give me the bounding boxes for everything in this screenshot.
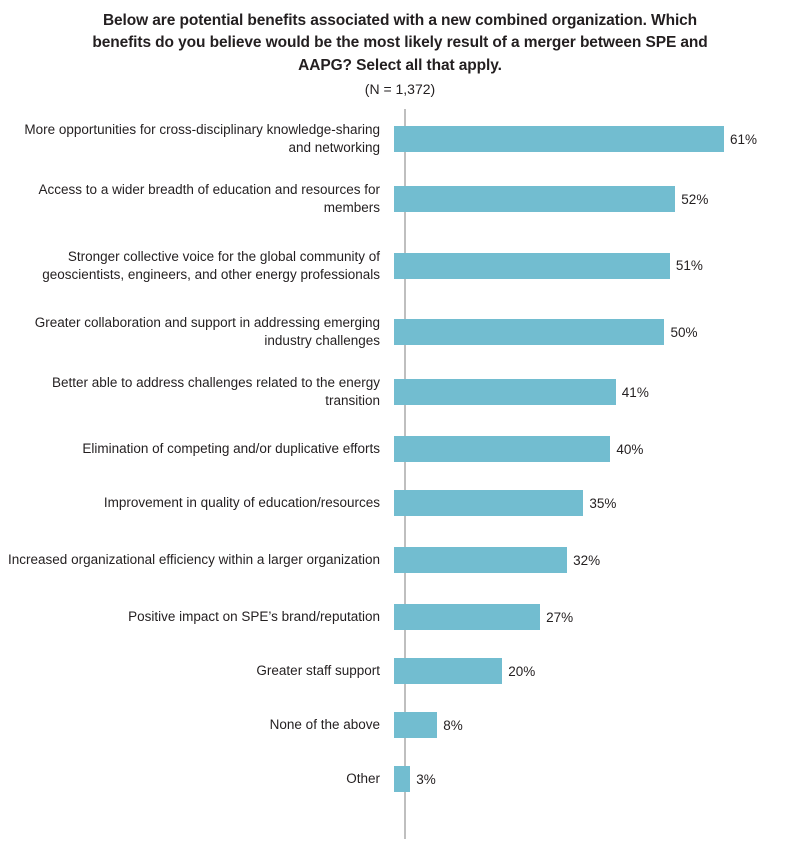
bar-zone (392, 362, 800, 422)
chart-row (0, 422, 800, 476)
bar-value-label: 32% (573, 552, 601, 568)
chart-row (0, 476, 800, 530)
plot-area (0, 109, 800, 845)
chart-header (0, 0, 800, 97)
bar-value-label: 51% (675, 258, 703, 274)
chart-row (0, 698, 800, 752)
bar (394, 766, 410, 792)
bar-zone (392, 109, 800, 169)
category-label: None of the above (269, 717, 380, 733)
bar-zone (392, 530, 800, 590)
bar (394, 379, 616, 405)
chart-row (0, 109, 800, 169)
bar-value-label: 40% (616, 441, 644, 457)
bar-value-label: 20% (508, 663, 536, 679)
chart-row (0, 362, 800, 422)
chart-row (0, 752, 800, 806)
category-label: Increased organizational efficiency within a larger organization (8, 552, 380, 568)
bar-value-label: 52% (681, 191, 709, 207)
chart-row (0, 530, 800, 590)
chart-subtitle: (N = 1,372) (364, 81, 436, 98)
category-label: Positive impact on SPE’s brand/reputation (128, 609, 380, 625)
chart-row (0, 302, 800, 362)
bar-value-label: 41% (621, 384, 649, 400)
chart-row (0, 229, 800, 302)
bar-value-label: 3% (416, 771, 436, 787)
bar-value-label: 8% (443, 717, 463, 733)
bar (394, 126, 724, 152)
category-label: Better able to address challenges related to the energy transition (52, 375, 380, 409)
category-label: Improvement in quality of education/resources (103, 495, 380, 511)
bar-zone (392, 422, 800, 476)
bar-zone (392, 229, 800, 302)
bar-value-label: 35% (589, 495, 617, 511)
chart-row (0, 590, 800, 644)
bar-value-label: 61% (730, 131, 758, 147)
category-label: Greater collaboration and support in addressing emerging industry challenges (34, 315, 380, 349)
bar (394, 253, 670, 279)
bar (394, 658, 502, 684)
bar (394, 186, 675, 212)
category-label: Greater staff support (256, 663, 380, 679)
bar-zone (392, 752, 800, 806)
bar (394, 436, 610, 462)
chart-row (0, 644, 800, 698)
bar (394, 547, 567, 573)
bar-zone (392, 476, 800, 530)
bar (394, 490, 583, 516)
bar (394, 604, 540, 630)
category-label: Other (346, 771, 380, 787)
bar-zone (392, 169, 800, 229)
page-title: Below are potential benefits associated with a new combined organization. Which benefits do you believe would be the most likely result of a merger between SPE and AAPG? Select all that apply. (92, 12, 708, 74)
bar-zone (392, 302, 800, 362)
bar-zone (392, 590, 800, 644)
category-label: Access to a wider breadth of education and resources for members (38, 182, 380, 216)
bar-zone (392, 698, 800, 752)
bar-value-label: 27% (546, 609, 574, 625)
category-label: More opportunities for cross-disciplinary knowledge-sharing and networking (24, 122, 380, 156)
bar (394, 319, 664, 345)
bar-rows (0, 109, 800, 806)
bar (394, 712, 437, 738)
bar-value-label: 50% (670, 324, 698, 340)
category-label: Stronger collective voice for the global community of geoscientists, engineers, and other energy professionals (42, 248, 380, 282)
bar-zone (392, 644, 800, 698)
category-label: Elimination of competing and/or duplicative efforts (82, 441, 380, 457)
chart-row (0, 169, 800, 229)
